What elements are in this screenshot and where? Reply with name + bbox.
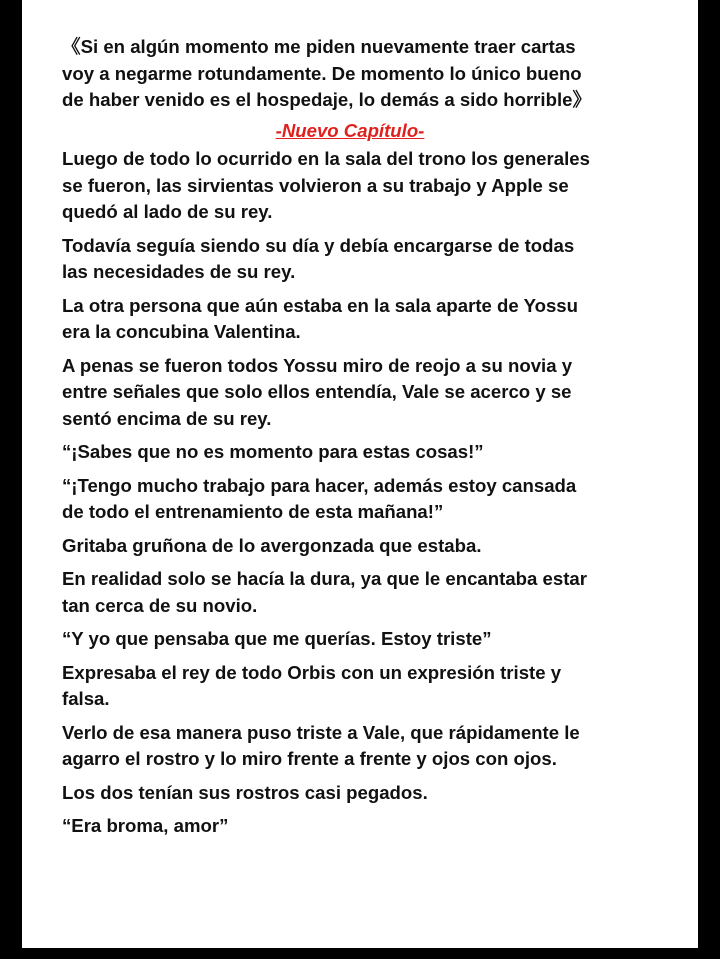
paragraph: Los dos tenían sus rostros casi pegados.: [62, 781, 428, 803]
paragraph: En realidad solo se hacía la dura, ya que le encantaba estar tan cerca de su novio.: [62, 568, 587, 616]
paragraph: Gritaba gruñona de lo avergonzada que estaba.: [62, 534, 482, 556]
chapter-heading: -Nuevo Capítulo-: [275, 119, 425, 141]
document-body: [62, 34, 662, 847]
paragraph: A penas se fueron todos Yossu miro de reojo a su novia y entre señales que solo ellos entendía, Vale se acerco y se sentó encima de su rey.: [62, 354, 573, 429]
paragraph: “Era broma, amor”: [62, 815, 229, 836]
paragraph: “¡Sabes que no es momento para estas cosas!”: [62, 441, 484, 462]
intro-paragraph: 《Si en algún momento me piden nuevamente traer cartas voy a negarme rotundamente. De momento lo único bueno de haber venido es el hospedaje, lo demás a sido horrible》: [62, 36, 592, 110]
paragraph: “Y yo que pensaba que me querías. Estoy triste”: [62, 628, 492, 649]
paragraph: Todavía seguía siendo su día y debía encargarse de todas las necesidades de su rey.: [62, 234, 575, 282]
paragraph: Expresaba el rey de todo Orbis con un expresión triste y falsa.: [62, 661, 562, 709]
paragraph: La otra persona que aún estaba en la sala aparte de Yossu era la concubina Valentina.: [62, 294, 578, 342]
paragraph: Luego de todo lo ocurrido en la sala del trono los generales se fueron, las sirvientas volvieron a su trabajo y Apple se quedó al lado de su rey.: [62, 148, 590, 222]
paragraph: Verlo de esa manera puso triste a Vale, que rápidamente le agarro el rostro y lo miro frente a frente y ojos con ojos.: [62, 721, 580, 769]
document-page: [22, 0, 698, 948]
paragraph: “¡Tengo mucho trabajo para hacer, además estoy cansada de todo el entrenamiento de esta mañana!”: [62, 474, 577, 522]
